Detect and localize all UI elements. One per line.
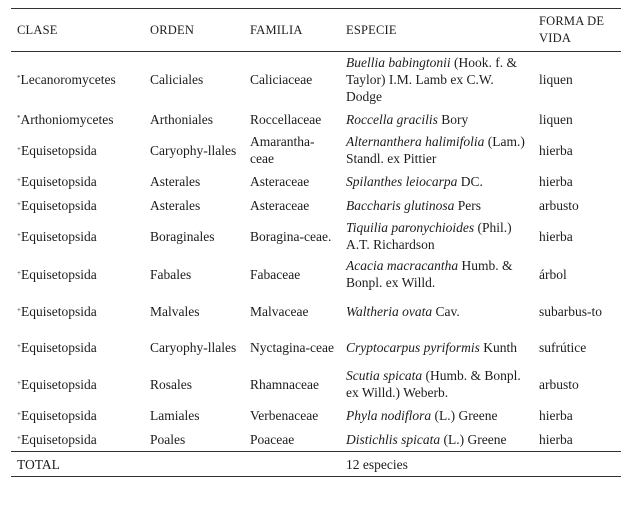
cell-orden: Malvales bbox=[150, 303, 200, 319]
cell-orden: Caryophy-llales bbox=[150, 339, 237, 355]
table-row bbox=[11, 193, 621, 217]
footnote-mark: + bbox=[17, 199, 21, 208]
cell-familia: Caliciaceae bbox=[250, 72, 313, 87]
cell-familia: Rhamnaceae bbox=[250, 376, 319, 392]
clase-text: Equisetopsida bbox=[20, 228, 97, 244]
species-name: Distichlis spicata bbox=[346, 431, 441, 447]
cell-especie bbox=[340, 293, 533, 329]
cell-clase bbox=[11, 365, 144, 403]
cell-clase bbox=[11, 169, 144, 193]
footnote-mark: + bbox=[17, 409, 21, 418]
species-name: Alternanthera halimifolia bbox=[346, 134, 485, 149]
species-author: Kunth bbox=[479, 339, 518, 355]
cell-forma-de-vida: hierba bbox=[539, 142, 573, 158]
table-row bbox=[11, 403, 621, 427]
header-especie: ESPECIE bbox=[340, 9, 533, 52]
footnote-mark: * bbox=[17, 74, 21, 82]
species-name: Scutia spicata bbox=[346, 368, 423, 383]
cell-especie bbox=[340, 107, 533, 131]
cell-familia: Poaceae bbox=[250, 431, 295, 447]
cell-familia: Amarantha-ceae bbox=[250, 134, 315, 166]
cell-especie bbox=[340, 427, 533, 452]
cell-orden: Asterales bbox=[150, 173, 201, 189]
cell-familia: Malvaceae bbox=[250, 303, 309, 319]
cell-clase bbox=[11, 52, 144, 108]
species-name: Baccharis glutinosa bbox=[346, 197, 455, 213]
cell-especie bbox=[340, 365, 533, 403]
species-table bbox=[11, 8, 621, 477]
total-label: TOTAL bbox=[11, 452, 144, 477]
cell-forma-de-vida: sufrútice bbox=[539, 339, 587, 355]
cell-orden: Boraginales bbox=[150, 228, 215, 244]
cell-clase bbox=[11, 293, 144, 329]
table-row bbox=[11, 131, 621, 169]
header-forma-de-vida: FORMA DE VIDA bbox=[533, 9, 621, 52]
cell-clase bbox=[11, 107, 144, 131]
cell-especie bbox=[340, 193, 533, 217]
table-body bbox=[11, 52, 621, 452]
cell-orden: Caryophy-llales bbox=[150, 142, 237, 158]
table-row bbox=[11, 217, 621, 255]
species-name: Buellia babingtonii bbox=[346, 55, 451, 70]
cell-orden: Asterales bbox=[150, 197, 201, 213]
clase-text: Equisetopsida bbox=[20, 431, 97, 447]
table-row bbox=[11, 365, 621, 403]
cell-familia: Asteraceae bbox=[250, 173, 310, 189]
total-value: 12 especies bbox=[340, 452, 533, 477]
species-name: Spilanthes leiocarpa bbox=[346, 173, 458, 189]
footnote-mark: * bbox=[17, 113, 21, 122]
species-author: (L.) Greene bbox=[431, 407, 498, 423]
cell-clase bbox=[11, 403, 144, 427]
cell-familia: Verbenaceae bbox=[250, 407, 319, 423]
clase-text: Equisetopsida bbox=[20, 197, 97, 213]
species-author: (Lam.) Standl. ex Pittier bbox=[346, 134, 525, 166]
table-row bbox=[11, 293, 621, 329]
cell-forma-de-vida: hierba bbox=[539, 431, 573, 447]
species-name: Tiquilia paronychioides bbox=[346, 220, 475, 235]
table-row bbox=[11, 427, 621, 452]
table-row bbox=[11, 107, 621, 131]
cell-forma-de-vida: hierba bbox=[539, 407, 573, 423]
cell-clase bbox=[11, 193, 144, 217]
cell-orden: Poales bbox=[150, 431, 186, 447]
cell-especie bbox=[340, 403, 533, 427]
table-row bbox=[11, 329, 621, 365]
clase-text: Lecanoromycetes bbox=[20, 72, 116, 87]
footnote-mark: + bbox=[17, 433, 21, 442]
table-row bbox=[11, 52, 621, 108]
total-empty-orden bbox=[144, 452, 244, 477]
total-row bbox=[11, 452, 621, 477]
cell-clase bbox=[11, 329, 144, 365]
species-author: Pers bbox=[454, 197, 481, 213]
cell-forma-de-vida: árbol bbox=[539, 266, 567, 282]
header-row bbox=[11, 9, 621, 52]
clase-text: Arthoniomycetes bbox=[20, 111, 114, 127]
table-footer bbox=[11, 452, 621, 477]
cell-especie bbox=[340, 217, 533, 255]
header-familia: FAMILIA bbox=[244, 9, 340, 52]
cell-familia: Asteraceae bbox=[250, 197, 310, 213]
footnote-mark: + bbox=[17, 378, 21, 387]
cell-especie bbox=[340, 169, 533, 193]
header-clase: CLASE bbox=[11, 9, 144, 52]
cell-especie bbox=[340, 131, 533, 169]
species-author: (L.) Greene bbox=[440, 431, 507, 447]
species-author: Bory bbox=[437, 111, 469, 127]
species-author: (Phil.) A.T. Richardson bbox=[346, 220, 512, 252]
total-empty-familia bbox=[244, 452, 340, 477]
species-author: (Humb. & Bonpl. ex Willd.) Weberb. bbox=[346, 368, 521, 400]
cell-orden: Caliciales bbox=[150, 72, 204, 87]
clase-text: Equisetopsida bbox=[20, 266, 97, 282]
clase-text: Equisetopsida bbox=[20, 407, 97, 423]
cell-clase bbox=[11, 217, 144, 255]
cell-familia: Nyctagina-ceae bbox=[250, 339, 334, 355]
cell-forma-de-vida: hierba bbox=[539, 173, 573, 189]
species-author: DC. bbox=[457, 173, 483, 189]
cell-orden: Lamiales bbox=[150, 407, 200, 423]
clase-text: Equisetopsida bbox=[20, 142, 97, 158]
cell-forma-de-vida: hierba bbox=[539, 228, 573, 244]
cell-forma-de-vida: liquen bbox=[539, 72, 573, 87]
cell-orden: Rosales bbox=[150, 376, 192, 392]
cell-especie bbox=[340, 52, 533, 108]
clase-text: Equisetopsida bbox=[20, 303, 97, 319]
table-header bbox=[11, 9, 621, 52]
footnote-mark: + bbox=[17, 175, 21, 184]
cell-clase bbox=[11, 255, 144, 293]
species-author: Humb. & Bonpl. ex Willd. bbox=[346, 258, 513, 290]
species-name: Phyla nodiflora bbox=[346, 407, 432, 423]
clase-text: Equisetopsida bbox=[20, 339, 97, 355]
cell-familia: Fabaceae bbox=[250, 266, 301, 282]
footnote-mark: + bbox=[17, 144, 21, 153]
cell-clase bbox=[11, 131, 144, 169]
cell-orden: Arthoniales bbox=[150, 111, 213, 127]
clase-text: Equisetopsida bbox=[20, 173, 97, 189]
species-author: Cav. bbox=[432, 303, 460, 319]
footnote-mark: + bbox=[17, 341, 21, 350]
cell-forma-de-vida: arbusto bbox=[539, 376, 579, 392]
species-name: Acacia macracantha bbox=[346, 258, 459, 273]
species-name: Roccella gracilis bbox=[346, 111, 438, 127]
cell-familia: Boragina-ceae. bbox=[250, 228, 332, 244]
cell-forma-de-vida: subarbus-to bbox=[539, 303, 602, 319]
clase-text: Equisetopsida bbox=[20, 376, 97, 392]
header-orden: ORDEN bbox=[144, 9, 244, 52]
footnote-mark: + bbox=[17, 305, 21, 314]
footnote-mark: + bbox=[17, 230, 21, 239]
cell-forma-de-vida: arbusto bbox=[539, 197, 579, 213]
cell-forma-de-vida: liquen bbox=[539, 111, 573, 127]
cell-familia: Roccellaceae bbox=[250, 111, 322, 127]
cell-especie bbox=[340, 329, 533, 365]
species-author: (Hook. f. & Taylor) I.M. Lamb ex C.W. Dodge bbox=[346, 55, 517, 104]
cell-orden: Fabales bbox=[150, 266, 192, 282]
species-name: Cryptocarpus pyriformis bbox=[346, 339, 480, 355]
total-empty-forma bbox=[533, 452, 621, 477]
footnote-mark: + bbox=[17, 268, 21, 277]
cell-clase bbox=[11, 427, 144, 452]
table-row bbox=[11, 255, 621, 293]
species-name: Waltheria ovata bbox=[346, 303, 433, 319]
cell-especie bbox=[340, 255, 533, 293]
table-row bbox=[11, 169, 621, 193]
